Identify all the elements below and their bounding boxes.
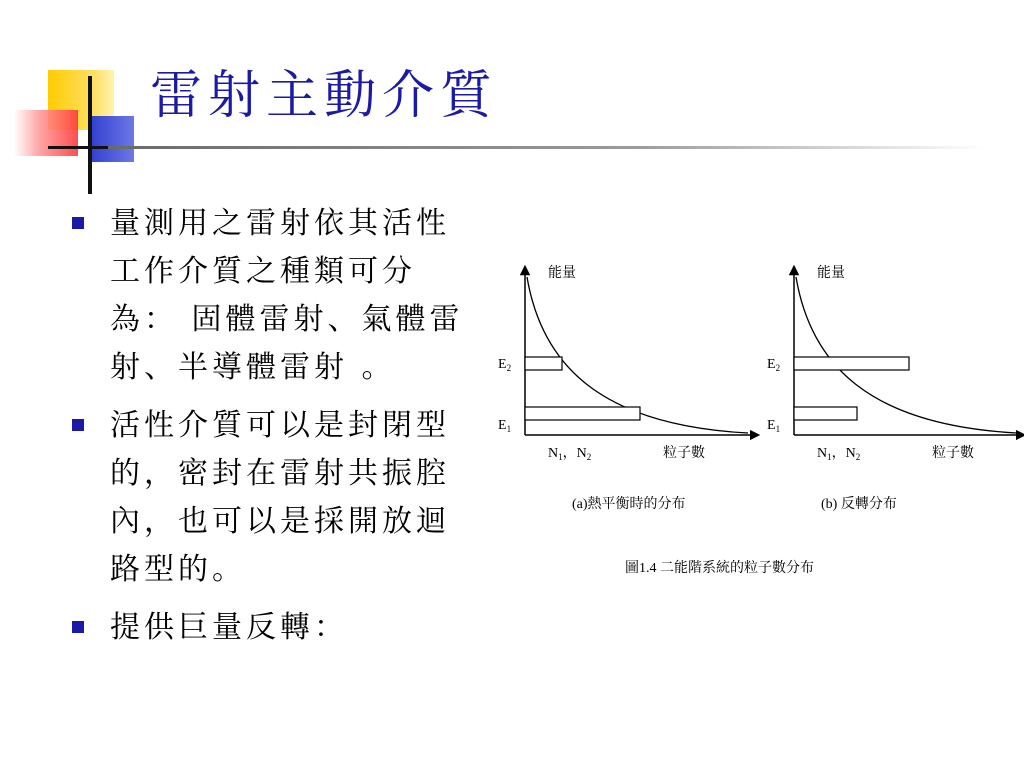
decor-vertical-line (88, 76, 92, 194)
title-underline (108, 146, 988, 149)
bullet-list (72, 200, 472, 662)
bullet-square-icon (72, 217, 84, 229)
energy-level-figure (490, 255, 1024, 585)
level-e1-bar (794, 407, 857, 420)
decor-red-block (14, 110, 78, 156)
energy-axis-label: 能量 (817, 266, 845, 281)
population-label: $N_1$，$N_2$ (817, 446, 861, 462)
level-e2-label: $E_2$ (498, 357, 512, 373)
bullet-item (72, 604, 472, 652)
bullet-square-icon (72, 419, 84, 431)
level-e1-label: $E_1$ (498, 418, 512, 434)
count-axis-label: 粒子數 (663, 446, 705, 461)
decor-blue-block (88, 116, 134, 162)
level-e2-bar (525, 357, 562, 370)
figure-caption: 圖1.4 二能階系統的粒子數分布 (625, 561, 814, 576)
level-e2-label: $E_2$ (767, 357, 781, 373)
bullet-text: 活性介質可以是封閉型的，密封在雷射共振腔內，也可以是採開放迴路型的。 (110, 408, 450, 587)
level-e2-bar (794, 357, 909, 370)
bullet-text: 量測用之雷射依其活性工作介質之種類可分為： 固體雷射、氣體雷射、半導體雷射 。 (110, 206, 464, 385)
bullet-square-icon (72, 621, 84, 633)
level-e1-bar (525, 407, 640, 420)
energy-level-diagram (490, 255, 1024, 585)
panel-a (498, 264, 755, 512)
panel-sublabel: (a)熱平衡時的分布 (572, 497, 686, 512)
bullet-item (72, 402, 472, 594)
slide-title: 雷射主動介質 (150, 66, 499, 126)
bullet-text: 提供巨量反轉： (110, 610, 348, 645)
energy-axis-label: 能量 (548, 266, 576, 281)
level-e1-label: $E_1$ (767, 418, 781, 434)
bullet-item (72, 200, 472, 392)
count-axis-label: 粒子數 (932, 446, 974, 461)
population-label: $N_1$，$N_2$ (548, 446, 592, 462)
panel-sublabel: (b) 反轉分布 (821, 497, 897, 512)
panel-b (767, 264, 1021, 512)
